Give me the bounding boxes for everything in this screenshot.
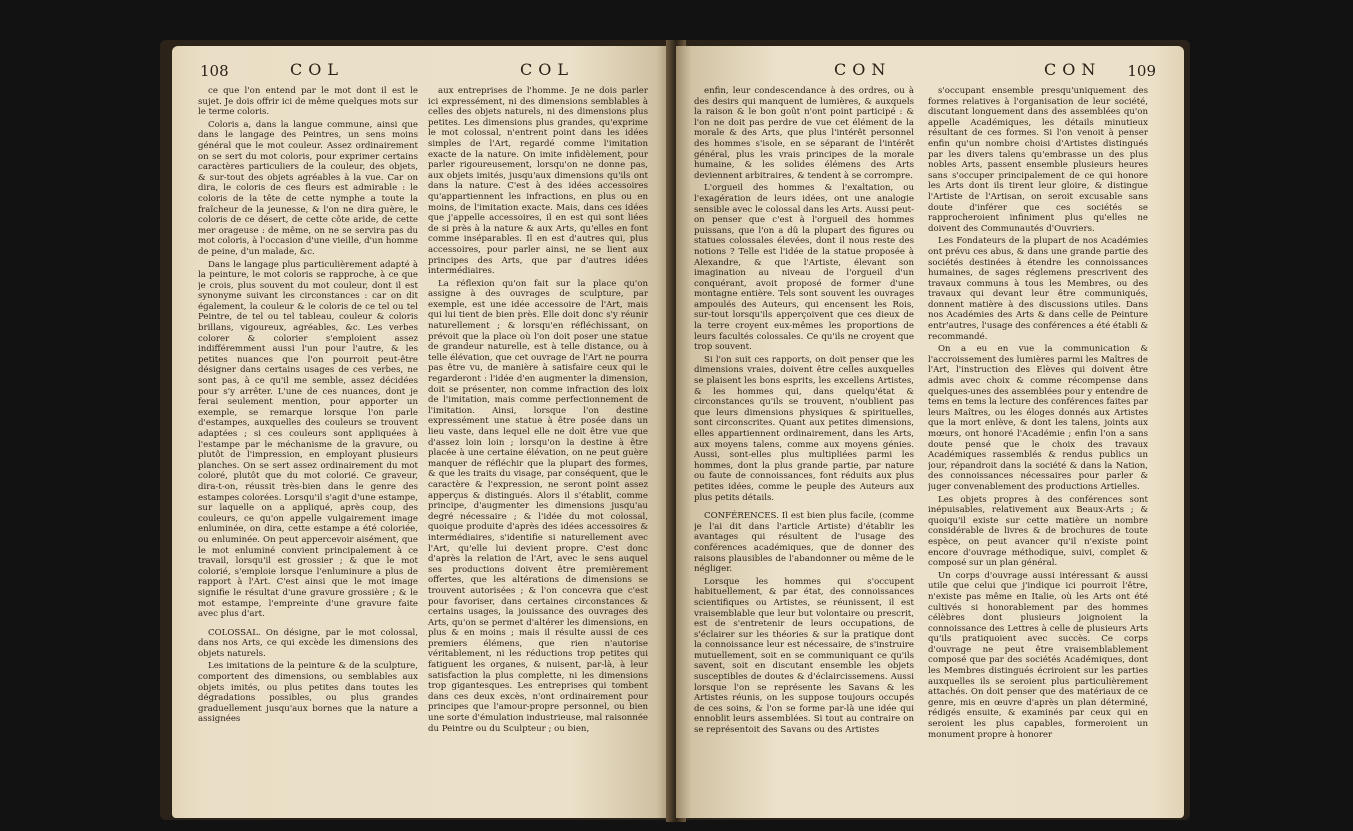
left-page: [172, 46, 672, 818]
paragraph: ce que l'on entend par le mot dont il est le sujet. Je dois offrir ici de même quelques mots sur le terme coloris.: [198, 86, 418, 118]
paragraph: Un corps d'ouvrage aussi intéressant & aussi utile que celui que j'indique ici pourroit l'être, n'existe pas même en Italie, où les Arts ont été cultivés si honorablement par des hommes célèbres dont plusieurs joignoient la connoissance des Lettres à celle de plusieurs Arts qu'ils pratiquoient avec succès. Ce corps d'ouvrage ne peut être vraisemblablement composé que par des sociétés Académiques, dont les Membres distingués écriroient sur les parties auxquelles ils se seroient plus particulièrement attachés. On doit penser que des matériaux de ce genre, mis en œuvre d'après un plan déterminé, rédigés ensuite, & examinés par ceux qui en seroient les plus capables, formeroient un monument propre à honorer: [928, 570, 1148, 740]
paragraph: aux entreprises de l'homme. Je ne dois parler ici expressément, ni des dimensions semblables à celles des objets naturels, ni des dimensions plus petites. Les dimensions plus grandes, qu'exprime le mot colossal, n'entrent point dans les idées simples de l'Art, regardé comme l'imitation exacte de la nature. On imite infidèlement, pour parler rigoureusement, lorsqu'on ne donne pas, aux objets imités, jusqu'aux dimensions qu'ils ont dans la nature. C'est à des idées accessoires qu'appartiennent les infractions, en plus ou en moins, de l'imitation exacte. Mais, dans ces idées que j'appelle accessoires, il en est qui sont liées de si près à la nature & aux Arts, qu'elles en font comme inséparables. Il en est d'autres qui, plus accessoires, pour parler ainsi, ne se lient aux principes des Arts, que par d'autres idées intermédiaires.: [428, 86, 648, 277]
paragraph: enfin, leur condescendance à des ordres, ou à des desirs qui manquent de lumières, & auxquels la raison & le bon goût n'ont point participé : & l'on ne doit pas perdre de vue cet élément de la morale & des Arts, que plus l'intérêt personnel des hommes s'isole, en se séparant de l'intérêt général, plus les vrais principes de la morale humaine, & les solides élémens des Arts deviennent arbitraires, & tendent à se corrompre.: [694, 86, 914, 181]
running-head-right: COL: [520, 60, 574, 79]
right-page-header: [704, 60, 1156, 86]
entry-conferences: CONFÉRENCES. Il est bien plus facile, (comme je l'ai dit dans l'article Artiste) d'établir les avantages qui résultent de l'usage des conférences académiques, que de donner des raisons plausibles de l'abandonner ou même de le négliger.: [694, 511, 914, 575]
paragraph: Les objets propres à des conférences sont inépuisables, relativement aux Beaux-Arts ; & quoiqu'il existe sur cette matière un nombre considérable de livres & de brochures de toute espèce, on peut avancer qu'il n'existe point encore d'ouvrage méthodique, suivi, complet & composé sur un plan général.: [928, 494, 1148, 569]
left-page-column-2: [428, 86, 648, 806]
paragraph: Si l'on suit ces rapports, on doit penser que les dimensions vraies, doivent être celles auxquelles se plaisent les bons esprits, les excellens Artistes, & les hommes qui, dans quelqu'état & circonstances qu'ils se trouvent, n'oublient pas que leurs dimensions physiques & spirituelles, sont circonscrites. Quant aux petites dimensions, elles appartiennent ordinairement, dans les Arts, aux moyens talens, comme aux moyens génies. Aussi, sont-elles plus multipliées parmi les hommes, dont la plus grande partie, par nature ou faute de connoissances, font réduits aux plus petites idées, comme le peuple des Auteurs aux plus petits détails.: [694, 354, 914, 503]
entry-colossal: COLOSSAL. On désigne, par le mot colossal, dans nos Arts, ce qui excède les dimensions des objets naturels.: [198, 627, 418, 659]
paragraph: Coloris a, dans la langue commune, ainsi que dans le langage des Peintres, un sens moins général que le mot couleur. Assez ordinairement on se sert du mot coloris, pour exprimer certains caractères particuliers de la couleur, des objets, & sur-tout des objets agréables à la vue. Car on dira, le coloris de ces fleurs est admirable : le coloris de la tête de cette nymphe a toute la fraîcheur de la jeunesse, & l'on ne dira guère, le coloris de ce désert, de cette côte aride, de cette mer orageuse : de même, on ne se servira pas du mot coloris, à l'occasion d'une vieille, d'un homme de peine, d'un malade, &c.: [198, 119, 418, 257]
left-page-column-1: [198, 86, 418, 806]
paragraph: Lorsque les hommes qui s'occupent habituellement, & par état, des connoissances scientifiques ou Artistes, se réunissent, il est vraisemblable que leur but volontaire ou prescrit, est de s'entretenir de leurs occupations, de s'éclairer sur les théories & sur la pratique dont la connoissance leur est nécessaire, de s'instruire mutuellement, soit en se communiquant ce qu'ils savent, soit en discutant ensemble les objets susceptibles de doutes & d'éclaircissemens. Aussi lorsque l'on se représente les Savans & les Artistes réunis, on les suppose toujours occupés de ces soins, & l'on se forme par-là une idée qui ennoblit leurs assemblées. Si tout au contraire on se représentoit des Savans ou des Artistes: [694, 576, 914, 736]
left-page-header: [200, 60, 644, 86]
paragraph: La réflexion qu'on fait sur la place qu'on assigne à des ouvrages de sculpture, par exemple, est une idée accessoire de l'Art, mais qui lui tient de bien près. Elle doit donc s'y réunir naturellement ; & lorsqu'en réfléchissant, on prévoit que la place où l'on doit poser une statue de grandeur naturelle, est à telle distance, ou à telle élévation, que cet ouvrage de l'Art ne pourra pas être vu, de manière à satisfaire ceux qui le regarderont : l'idée d'en augmenter la dimension, doit se présenter, non comme infraction des loix de l'imitation, mais comme perfectionnement de l'imitation. Ainsi, lorsque l'on destine expressément une statue à être posée dans un lieu vaste, dans lequel elle ne doit être vue que d'assez loin loin ; lorsqu'on la destine à être placée à une certaine élévation, on ne peut guère manquer de réfléchir que la plupart des formes, & que les traits du visage, par conséquent, que le caractère & l'expression, ne seront point assez apperçus & distingués. Alors il s'établit, comme principe, d'augmenter les dimensions jusqu'au degré nécessaire ; & l'idée du mot colossal, quoique produite d'après des idées accessoires & intermédiaires, s'identifie si naturellement avec l'Art, qu'elle lui devient propre. C'est donc d'après la relation de l'Art, avec le sens auquel ses productions doivent être premièrement offertes, que les altérations de dimensions se trouvent autorisées ; & l'on concevra que c'est pour favoriser, dans certaines circonstances & certains usages, la jouissance des ouvrages des Arts, qu'on se permet d'altérer les dimensions, en plus & en moins ; mais il résulte aussi de ces premiers élémens, que rien n'autorise véritablement, ni les réductions trop petites qui fatiguent les organes, & nuisent, par-là, à leur satisfaction la plus complette, ni les dimensions trop gigantesques. Les entreprises qui tombent dans ces deux excès, n'ont ordinairement pour principes que l'amour-propre personnel, ou bien une sorte d'émulation industrieuse, mal raisonnée du Peintre ou du Sculpteur ; ou bien,: [428, 278, 648, 734]
paragraph: On a eu en vue la communication & l'accroissement des lumières parmi les Maîtres de l'Art, l'instruction des Elèves qui doivent être admis avec choix & comme récompense dans quelques-unes des assemblées pour y entendre de tems en tems la lecture des conférences faites par leurs Maîtres, ou les éloges donnés aux Artistes que la mort enlève, & dont les talens, joints aux mœurs, ont honoré l'Académie ; enfin l'on a sans doute pensé que le choix des travaux Académiques rassemblés & rendus publics un jour, répandroit dans la société & dans la Nation, des connoissances nécessaires pour parler & juger convenablement des productions Artielles.: [928, 344, 1148, 492]
paragraph: Les imitations de la peinture & de la sculpture, comportent des dimensions, ou semblables aux objets imités, ou plus petites dans toutes les dégradations possibles, ou plus grandes graduellement jusqu'aux bornes que la nature a assignées: [198, 661, 418, 725]
running-head-left: COL: [290, 60, 344, 79]
right-page-column-1: [694, 86, 914, 806]
right-page: [676, 46, 1184, 818]
paragraph: L'orgueil des hommes & l'exaltation, ou l'exagération de leurs idées, ont une analogie sensible avec le colossal dans les Arts. Aussi peut-on penser que c'est à l'orgueil des hommes puissans, que l'on a dû la plupart des figures ou statues colossales élevées, dont il nous reste des notions ? Telle est l'idée de la statue proposée à Alexandre, & que l'Artiste, élevant son imagination au niveau de l'orgueil d'un conquérant, avoit proposé de former d'une montagne entière. Tels sont souvent les ouvrages ampoulés des Auteurs, qui encensent les Rois, sur-tout lorsqu'ils apperçoivent que ces dieux de la terre croyent eux-mêmes les proportions de leurs facultés colossales. Ce qu'ils ne croyent que trop souvent.: [694, 183, 914, 353]
paragraph: Les Fondateurs de la plupart de nos Académies ont prévu ces abus, & dans une grande partie des sociétés destinées à étendre les connoissances humaines, de sages réglemens prescrivent des travaux communs à tous les Membres, ou des travaux qui devant leur être communiqués, donnent matière à des discussions utiles. Dans nos Académies des Arts & dans celle de Peinture entr'autres, l'usage des conférences a été établi & recommandé.: [928, 236, 1148, 342]
paragraph: Dans le langage plus particulièrement adapté à la peinture, le mot coloris se rapproche, à ce que je crois, plus souvent du mot couleur, dont il est synonyme suivant les circonstances : car on dit également, la couleur & le coloris de ce tel ou tel Peintre, de tel ou tel tableau, couleur & coloris brillans, vigoureux, agréables, &c. Les verbes colorer & colorier s'emploient assez indifféremment aussi l'un pour l'autre, & les petites nuances que l'on pourroit peut-être désigner dans certains usages de ces verbes, ne sont pas, à ce qu'il me semble, assez décidées pour s'y arrêter. L'une de ces nuances, dont je ferai seulement mention, pour apporter un exemple, se remarque lorsque l'on parle d'estampes, auxquelles des couleurs se trouvent adaptées ; si ces couleurs sont appliquées à l'estampe par le méchanisme de la gravure, ou plutôt de l'impression, en employant plusieurs planches. On se sert assez ordinairement du mot coloré, plutôt que du mot colorié. Ce graveur, dira-t-on, réussit très-bien dans le genre des estampes colorées. Lorsqu'il s'agit d'une estampe, sur laquelle on a appliqué, après coup, des couleurs, ce qu'on appelle vulgairement image enluminée, on dira, cette estampe a été coloriée, ou enluminée. On peut appercevoir aisément, que le mot enluminé convient principalement à ce travail, lorsqu'il est grossier ; & que le mot colorié, s'emploie lorsque l'enluminure a plus de rapport à l'Art. C'est ainsi que le mot image signifie le résultat d'une gravure grossière ; & le mot estampe, l'empreinte d'une gravure faite avec plus d'art.: [198, 259, 418, 620]
running-head-right: CON: [1044, 60, 1102, 79]
page-number: 108: [200, 62, 229, 80]
paragraph: s'occupant ensemble presqu'uniquement des formes relatives à l'organisation de leur société, discutant longuement dans des assemblées qu'on appelle Académiques, les détails minutieux résultant de ces formes. Si l'on venoit à penser enfin qu'un nombre choisi d'Artistes distingués par les divers talens qu'embrasse un des plus nobles Arts, passent ensemble plusieurs heures sans s'occuper principalement de ce qui honore les Arts dont ils tirent leur gloire, & distingue l'Artiste de l'Artisan, on seroit excusable sans doute d'inférer que ces sociétés se rapprocheroient infiniment plus qu'elles ne doivent des Communautés d'Ouvriers.: [928, 86, 1148, 234]
running-head-left: CON: [834, 60, 892, 79]
page-number: 109: [1127, 62, 1156, 80]
right-page-column-2: [928, 86, 1148, 806]
